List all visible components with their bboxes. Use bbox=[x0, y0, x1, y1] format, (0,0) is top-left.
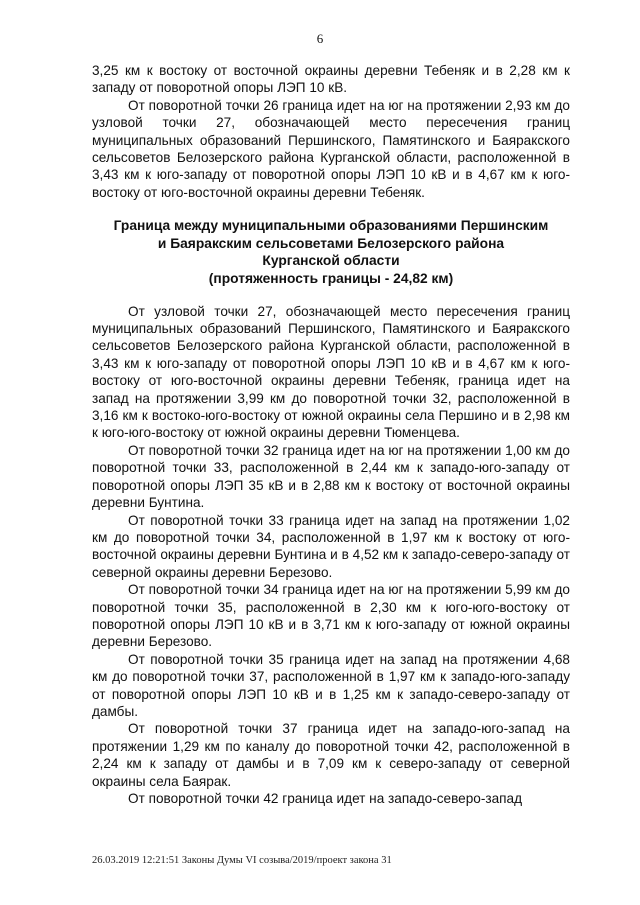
document-body bbox=[92, 62, 570, 807]
page-number: 6 bbox=[316, 31, 324, 46]
paragraph-continued: От поворотной точки 42 граница идет на западо-северо-запад bbox=[128, 791, 523, 806]
paragraph: От поворотной точки 37 граница идет на западо-юго-запад на протяжении 1,29 км по каналу до поворотной точки 42, расположенной в 2,24 км к западу от дамбы и в 7,09 км к северо-западу от северной окраины села Баярак. bbox=[92, 721, 570, 789]
document-footer: 26.03.2019 12:21:51 Законы Думы VI созыва/2019/проект закона 31 bbox=[92, 855, 392, 866]
paragraph: От поворотной точки 26 граница идет на юг на протяжении 2,93 км до узловой точки 27, обозначающей место пересечения границ муниципальных образований Першинского, Памятинского и Баяракского сельсоветов Белозерского района Курганской области, расположенной в 3,43 км к юго-западу от поворотной опоры ЛЭП 10 кВ и в 4,67 км к юго-востоку от юго-восточной окраины деревни Тебеняк. bbox=[92, 97, 570, 200]
section-heading-line: и Баяракским сельсоветами Белозерского района bbox=[157, 235, 505, 251]
section-heading-length: (протяженность границы - 24,82 км) bbox=[208, 271, 454, 287]
paragraph: От поворотной точки 35 граница идет на запад на протяжении 4,68 км до поворотной точки 37, расположенной в 1,97 км к западо-юго-западу от поворотной опоры ЛЭП 10 кВ и в 1,25 км к западо-северо-западу от дамбы. bbox=[92, 651, 570, 719]
paragraph: От поворотной точки 33 граница идет на запад на протяжении 1,02 км до поворотной точки 34, расположенной в 1,97 км к востоку от юго-восточной окраины деревни Бунтина и в 4,52 км к западо-северо-западу от северной окраины деревни Березово. bbox=[92, 512, 570, 580]
paragraph: От поворотной точки 32 граница идет на юг на протяжении 1,00 км до поворотной точки 33, расположенной в 2,44 км к западо-юго-западу от поворотной опоры ЛЭП 35 кВ и в 2,88 км к востоку от восточной окраины деревни Бунтина. bbox=[92, 442, 570, 511]
section-heading-line: Граница между муниципальными образованиями Першинским bbox=[113, 218, 549, 234]
section-heading bbox=[92, 217, 570, 287]
section-heading-line: Курганской области bbox=[262, 253, 400, 269]
paragraph: От узловой точки 27, обозначающей место пересечения границ муниципальных образований Першинского, Памятинского и Баяракского сельсоветов Белозерского района Курганской области, расположенной в 3,43 км к юго-западу от поворотной опоры ЛЭП 10 кВ и в 4,67 км к юго-востоку от юго-восточной окраины деревни Тебеняк, граница идет на запад на протяжении 3,99 км до поворотной точки 32, расположенной в 3,16 км к востоко-юго-востоку от южной окраины села Першино и в 2,98 км к юго-юго-востоку от южной окраины деревни Тюменцева. bbox=[92, 303, 570, 441]
paragraph: От поворотной точки 34 граница идет на юг на протяжении 5,99 км до поворотной точки 35, расположенной в 2,30 км к юго-юго-востоку от поворотной опоры ЛЭП 10 кВ и в 3,71 км к юго-западу от южной окраины деревни Березово. bbox=[92, 582, 570, 650]
paragraph-continuation: 3,25 км к востоку от восточной окраины деревни Тебеняк и в 2,28 км к западу от поворотной опоры ЛЭП 10 кВ. bbox=[92, 63, 570, 96]
